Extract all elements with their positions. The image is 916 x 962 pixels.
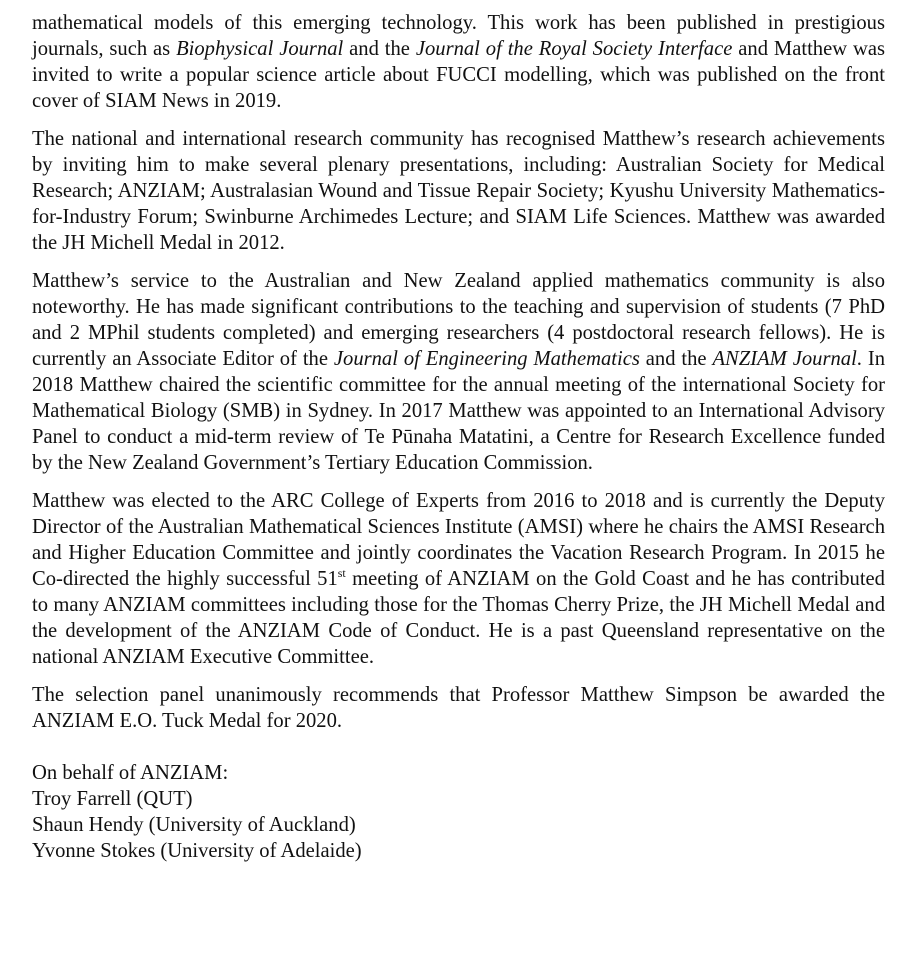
signatory: Yvonne Stokes (University of Adelaide) (32, 840, 362, 862)
text-segment: The national and international research community has recognised Matthew’s research achievements by inviting him to make several plenary presentations, including: Australian Society for Medical Research; ANZIAM; Australasian Wound and Tissue Repair Society; Kyushu University Mathematics-for-Industry Forum; Swinburne Archimedes Lecture; and SIAM Life Sciences. Matthew was awarded the JH Michell Medal in 2012. (32, 128, 885, 254)
journal-title: ANZIAM Journal (712, 348, 857, 370)
text-segment: The selection panel unanimously recommends that Professor Matthew Simpson be awarded the ANZIAM E.O. Tuck Medal for 2020. (32, 684, 885, 732)
journal-title: Journal of the Royal Society Interface (415, 38, 733, 60)
paragraph-recommendation (32, 682, 885, 734)
text-segment: meeting of ANZIAM on the Gold Coast and he has contributed to many ANZIAM committees including those for the Thomas Cherry Prize, the JH Michell Medal and the development of the ANZIAM Code of Conduct. He is a past Queensland representative on the national ANZIAM Executive Committee. (32, 568, 885, 668)
text-segment: mathematical models of this emerging technology. This work has been published in prestigious journals, such as (32, 12, 885, 60)
text-segment: and the (639, 348, 713, 370)
text-segment: and the (343, 38, 416, 60)
spacer (32, 746, 885, 760)
text-segment: Matthew’s service to the Australian and New Zealand applied mathematics community is also noteworthy. He has made significant contributions to the teaching and supervision of students (7 PhD and 2 MPhil students completed) and emerging researchers (4 postdoctoral research fellows). He is currently an Associate Editor of the (32, 270, 885, 370)
paragraph-recognition (32, 126, 885, 256)
signatory: Shaun Hendy (University of Auckland) (32, 814, 356, 836)
ordinal-superscript: st (337, 566, 346, 580)
text-segment: and Matthew was invited to write a popular science article about FUCCI modelling, which was published on the front cover of SIAM News in 2019. (32, 38, 886, 112)
document-page (32, 10, 885, 864)
signatory: Troy Farrell (QUT) (32, 788, 193, 810)
signoff-heading: On behalf of ANZIAM: (32, 762, 229, 784)
paragraph-publications (32, 10, 885, 114)
journal-title: Journal of Engineering Mathematics (333, 348, 640, 370)
text-segment: . In 2018 Matthew chaired the scientific committee for the annual meeting of the international Society for Mathematical Biology (SMB) in Sydney. In 2017 Matthew was appointed to an International Advisory Panel to conduct a mid-term review of Te Pūnaha Matatini, a Centre for Research Excellence funded by the New Zealand Government’s Tertiary Education Commission. (32, 348, 886, 474)
signoff-block (32, 760, 885, 864)
text-segment: Matthew was elected to the ARC College of Experts from 2016 to 2018 and is currently the Deputy Director of the Australian Mathematical Sciences Institute (AMSI) where he chairs the AMSI Research and Higher Education Committee and jointly coordinates the Vacation Research Program. In 2015 he Co-directed the highly successful 51 (32, 490, 885, 590)
paragraph-service (32, 268, 885, 476)
paragraph-leadership (32, 488, 885, 670)
journal-title: Biophysical Journal (176, 38, 344, 60)
